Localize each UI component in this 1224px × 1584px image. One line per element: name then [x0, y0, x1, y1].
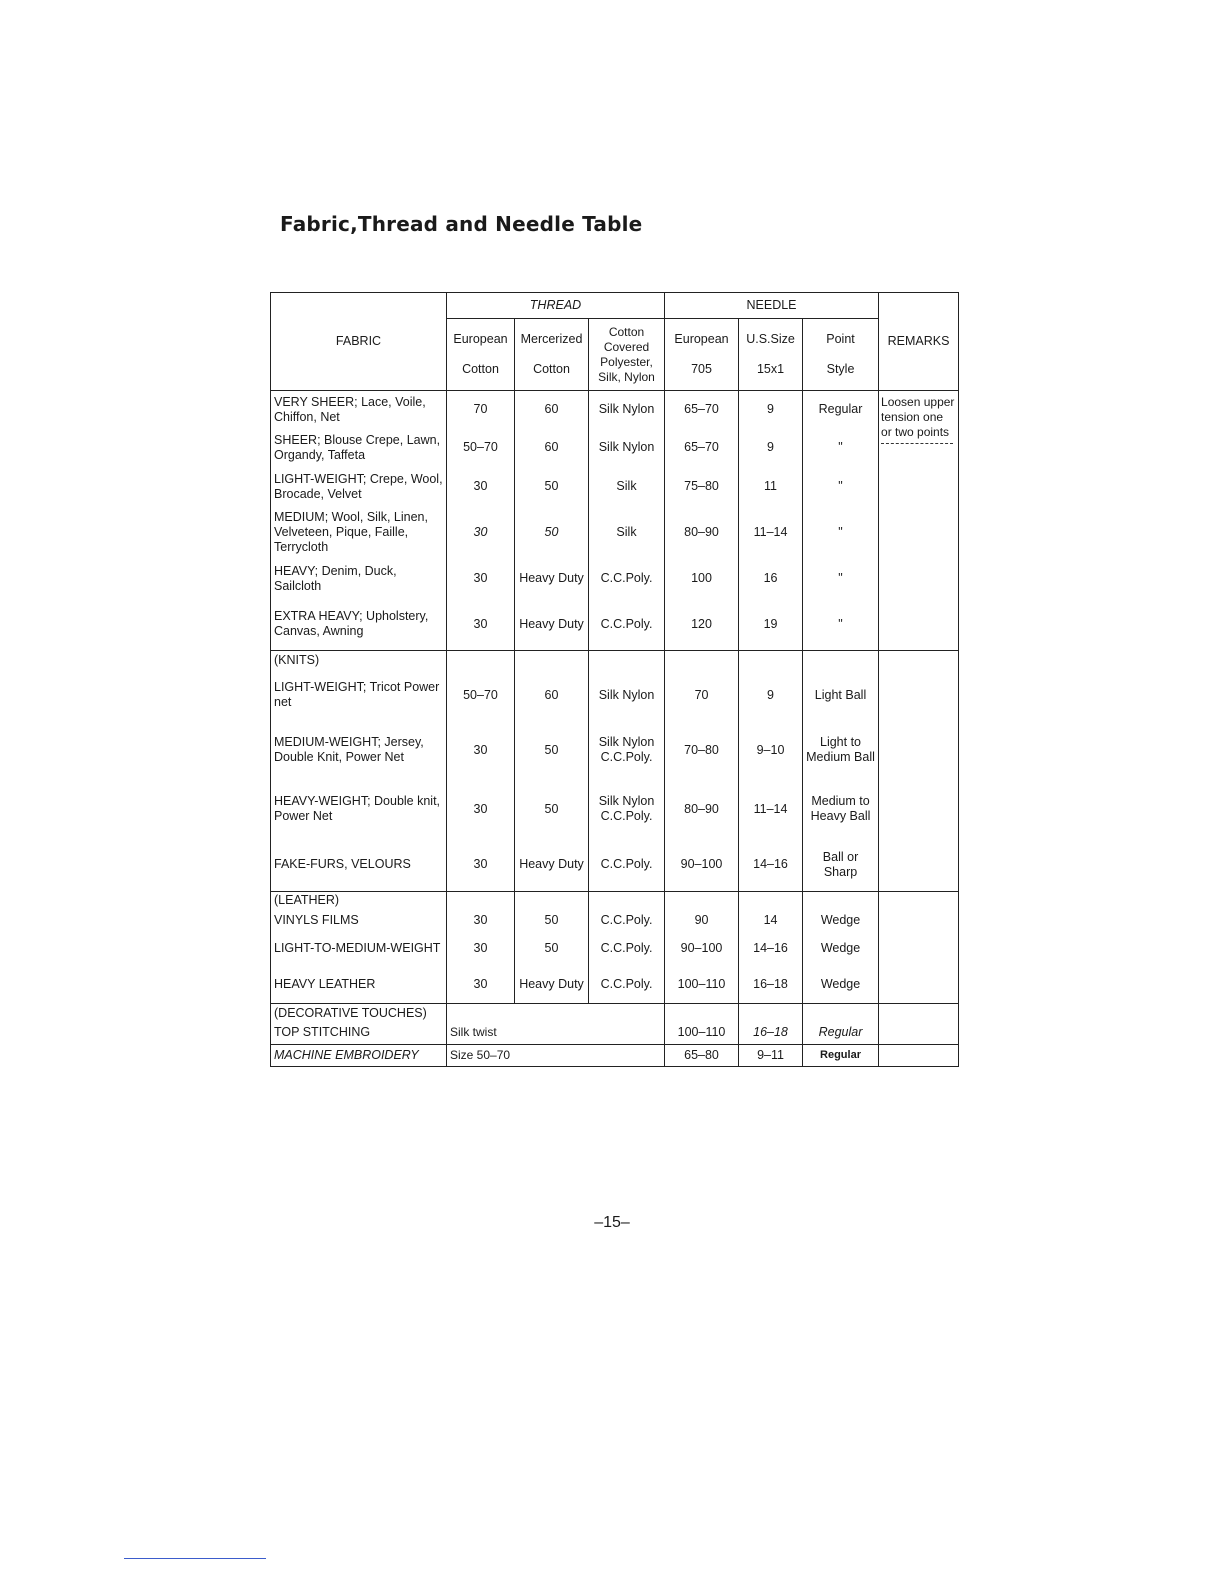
- table-row: [271, 932, 959, 966]
- cell-thread-mercerized: 50: [515, 467, 589, 507]
- remarks-embroidery: [879, 1044, 959, 1066]
- header-needle-european: European 705: [665, 319, 739, 391]
- cell-thread-mercerized: 50: [515, 779, 589, 839]
- cell-thread-mercerized: Heavy Duty: [515, 966, 589, 1004]
- cell-needle-point: Ball or Sharp: [803, 839, 879, 891]
- cell-thread-european: 50–70: [447, 429, 515, 467]
- table-row: [271, 429, 959, 467]
- cell-fabric: MEDIUM-WEIGHT; Jersey, Double Knit, Power Net: [271, 721, 447, 779]
- cell-thread-ccp: Silk: [589, 467, 665, 507]
- cell-fabric: HEAVY; Denim, Duck, Sailcloth: [271, 559, 447, 599]
- remarks-leather: [879, 891, 959, 1004]
- cell-needle-us: 14–16: [739, 839, 803, 891]
- cell-fabric: HEAVY-WEIGHT; Double knit, Power Net: [271, 779, 447, 839]
- section-leather: [271, 891, 959, 910]
- footer-rule: [124, 1558, 266, 1559]
- cell-thread-european: 30: [447, 507, 515, 559]
- table-row: [271, 721, 959, 779]
- cell-needle-point: Regular: [803, 1022, 879, 1044]
- cell-needle-point: Wedge: [803, 932, 879, 966]
- cell-fabric: MEDIUM; Wool, Silk, Linen, Velveteen, Pique, Faille, Terrycloth: [271, 507, 447, 559]
- cell-needle-point: Medium to Heavy Ball: [803, 779, 879, 839]
- section-decorative: [271, 1004, 959, 1023]
- cell-fabric: HEAVY LEATHER: [271, 966, 447, 1004]
- cell-fabric: VINYLS FILMS: [271, 910, 447, 932]
- cell-needle-us: 11–14: [739, 779, 803, 839]
- section-label-knits: (KNITS): [271, 651, 447, 670]
- cell-needle-us: 9: [739, 669, 803, 721]
- page-title: Fabric,Thread and Needle Table: [280, 212, 643, 236]
- cell-fabric: FAKE-FURS, VELOURS: [271, 839, 447, 891]
- cell-needle-point: ": [803, 429, 879, 467]
- header-thread-mercerized: Mercerized Cotton: [515, 319, 589, 391]
- table-row: [271, 599, 959, 651]
- cell-thread-mercerized: 50: [515, 507, 589, 559]
- table-row: [271, 559, 959, 599]
- header-needle-us: U.S.Size 15x1: [739, 319, 803, 391]
- table-row: [271, 467, 959, 507]
- header-thread: THREAD: [447, 293, 665, 319]
- table-row: [271, 391, 959, 429]
- cell-thread-mercerized: 60: [515, 429, 589, 467]
- cell-needle-us: 16–18: [739, 966, 803, 1004]
- cell-thread-european: 50–70: [447, 669, 515, 721]
- cell-thread-european: 30: [447, 467, 515, 507]
- cell-fabric: MACHINE EMBROIDERY: [271, 1044, 447, 1066]
- remarks-knits: [879, 651, 959, 892]
- cell-needle-european: 70–80: [665, 721, 739, 779]
- cell-thread-ccp: Silk Nylon: [589, 391, 665, 429]
- cell-needle-us: 9: [739, 429, 803, 467]
- cell-needle-us: 11–14: [739, 507, 803, 559]
- cell-needle-european: 65–70: [665, 391, 739, 429]
- cell-thread-european: 30: [447, 839, 515, 891]
- header-fabric: FABRIC: [271, 293, 447, 391]
- cell-needle-point: Regular: [803, 1044, 879, 1066]
- cell-needle-point: ": [803, 599, 879, 651]
- cell-thread-mercerized: 60: [515, 391, 589, 429]
- cell-thread-ccp: Silk Nylon C.C.Poly.: [589, 721, 665, 779]
- cell-thread-mercerized: 60: [515, 669, 589, 721]
- cell-thread-ccp: C.C.Poly.: [589, 966, 665, 1004]
- cell-thread-ccp: Silk Nylon: [589, 429, 665, 467]
- cell-needle-point: ": [803, 559, 879, 599]
- dashed-divider: [881, 443, 953, 444]
- header-needle-point: Point Style: [803, 319, 879, 391]
- header-needle: NEEDLE: [665, 293, 879, 319]
- cell-needle-point: Wedge: [803, 910, 879, 932]
- remarks-woven: Loosen upper tension one or two points: [879, 391, 959, 651]
- cell-needle-point: Wedge: [803, 966, 879, 1004]
- header-thread-european: European Cotton: [447, 319, 515, 391]
- cell-fabric: LIGHT-WEIGHT; Crepe, Wool, Brocade, Velvet: [271, 467, 447, 507]
- cell-thread-european: 30: [447, 966, 515, 1004]
- section-knits: [271, 651, 959, 670]
- table-row: [271, 1022, 959, 1044]
- cell-needle-european: 75–80: [665, 467, 739, 507]
- cell-thread-mercerized: Heavy Duty: [515, 839, 589, 891]
- cell-needle-european: 100–110: [665, 1022, 739, 1044]
- cell-thread-ccp: C.C.Poly.: [589, 839, 665, 891]
- cell-thread-european: 30: [447, 910, 515, 932]
- cell-thread-mercerized: 50: [515, 910, 589, 932]
- table-row: [271, 1044, 959, 1066]
- cell-fabric: SHEER; Blouse Crepe, Lawn, Organdy, Taffeta: [271, 429, 447, 467]
- fabric-thread-needle-table: [270, 292, 958, 1067]
- section-label-leather: (LEATHER): [271, 891, 447, 910]
- cell-thread-ccp: Silk Nylon: [589, 669, 665, 721]
- cell-needle-european: 80–90: [665, 507, 739, 559]
- cell-fabric: VERY SHEER; Lace, Voile, Chiffon, Net: [271, 391, 447, 429]
- cell-needle-us: 16–18: [739, 1022, 803, 1044]
- cell-needle-european: 100–110: [665, 966, 739, 1004]
- cell-thread-mercerized: Heavy Duty: [515, 599, 589, 651]
- cell-needle-us: 14–16: [739, 932, 803, 966]
- cell-needle-point: ": [803, 507, 879, 559]
- cell-thread-european: 30: [447, 599, 515, 651]
- cell-needle-us: 16: [739, 559, 803, 599]
- cell-thread-european: 30: [447, 932, 515, 966]
- cell-needle-us: 9–10: [739, 721, 803, 779]
- cell-needle-european: 90–100: [665, 839, 739, 891]
- data-table: [270, 292, 959, 1067]
- table-row: [271, 910, 959, 932]
- cell-needle-european: 80–90: [665, 779, 739, 839]
- cell-needle-european: 65–80: [665, 1044, 739, 1066]
- cell-needle-european: 65–70: [665, 429, 739, 467]
- cell-fabric: EXTRA HEAVY; Upholstery, Canvas, Awning: [271, 599, 447, 651]
- cell-needle-european: 90–100: [665, 932, 739, 966]
- cell-needle-us: 14: [739, 910, 803, 932]
- cell-thread-ccp: Silk: [589, 507, 665, 559]
- cell-needle-us: 11: [739, 467, 803, 507]
- cell-needle-us: 9: [739, 391, 803, 429]
- cell-fabric: LIGHT-TO-MEDIUM-WEIGHT: [271, 932, 447, 966]
- table-row: [271, 966, 959, 1004]
- cell-thread-ccp: Silk Nylon C.C.Poly.: [589, 779, 665, 839]
- cell-thread-mercerized: Heavy Duty: [515, 559, 589, 599]
- cell-needle-point: ": [803, 467, 879, 507]
- cell-fabric: LIGHT-WEIGHT; Tricot Power net: [271, 669, 447, 721]
- cell-needle-european: 120: [665, 599, 739, 651]
- cell-thread-european: 70: [447, 391, 515, 429]
- table-row: [271, 839, 959, 891]
- cell-thread-mercerized: 50: [515, 721, 589, 779]
- cell-needle-european: 100: [665, 559, 739, 599]
- section-label-decorative: (DECORATIVE TOUCHES): [271, 1004, 447, 1023]
- cell-thread-european: 30: [447, 721, 515, 779]
- cell-thread: Silk twist: [447, 1022, 665, 1044]
- cell-needle-european: 70: [665, 669, 739, 721]
- header-thread-ccp: Cotton Covered Polyester, Silk, Nylon: [589, 319, 665, 391]
- cell-thread-ccp: C.C.Poly.: [589, 932, 665, 966]
- cell-needle-point: Light to Medium Ball: [803, 721, 879, 779]
- cell-thread-ccp: C.C.Poly.: [589, 559, 665, 599]
- cell-needle-us: 19: [739, 599, 803, 651]
- cell-needle-point: Light Ball: [803, 669, 879, 721]
- cell-thread-european: 30: [447, 559, 515, 599]
- page-number: –15–: [594, 1214, 630, 1231]
- cell-thread-mercerized: 50: [515, 932, 589, 966]
- table-row: [271, 779, 959, 839]
- cell-needle-us: 9–11: [739, 1044, 803, 1066]
- cell-thread-ccp: C.C.Poly.: [589, 599, 665, 651]
- header-remarks: REMARKS: [879, 293, 959, 391]
- cell-needle-european: 90: [665, 910, 739, 932]
- cell-needle-point: Regular: [803, 391, 879, 429]
- remarks-decorative: [879, 1004, 959, 1045]
- cell-thread-ccp: C.C.Poly.: [589, 910, 665, 932]
- table-row: [271, 507, 959, 559]
- cell-thread-european: 30: [447, 779, 515, 839]
- cell-fabric: TOP STITCHING: [271, 1022, 447, 1044]
- cell-thread: Size 50–70: [447, 1044, 665, 1066]
- table-row: [271, 669, 959, 721]
